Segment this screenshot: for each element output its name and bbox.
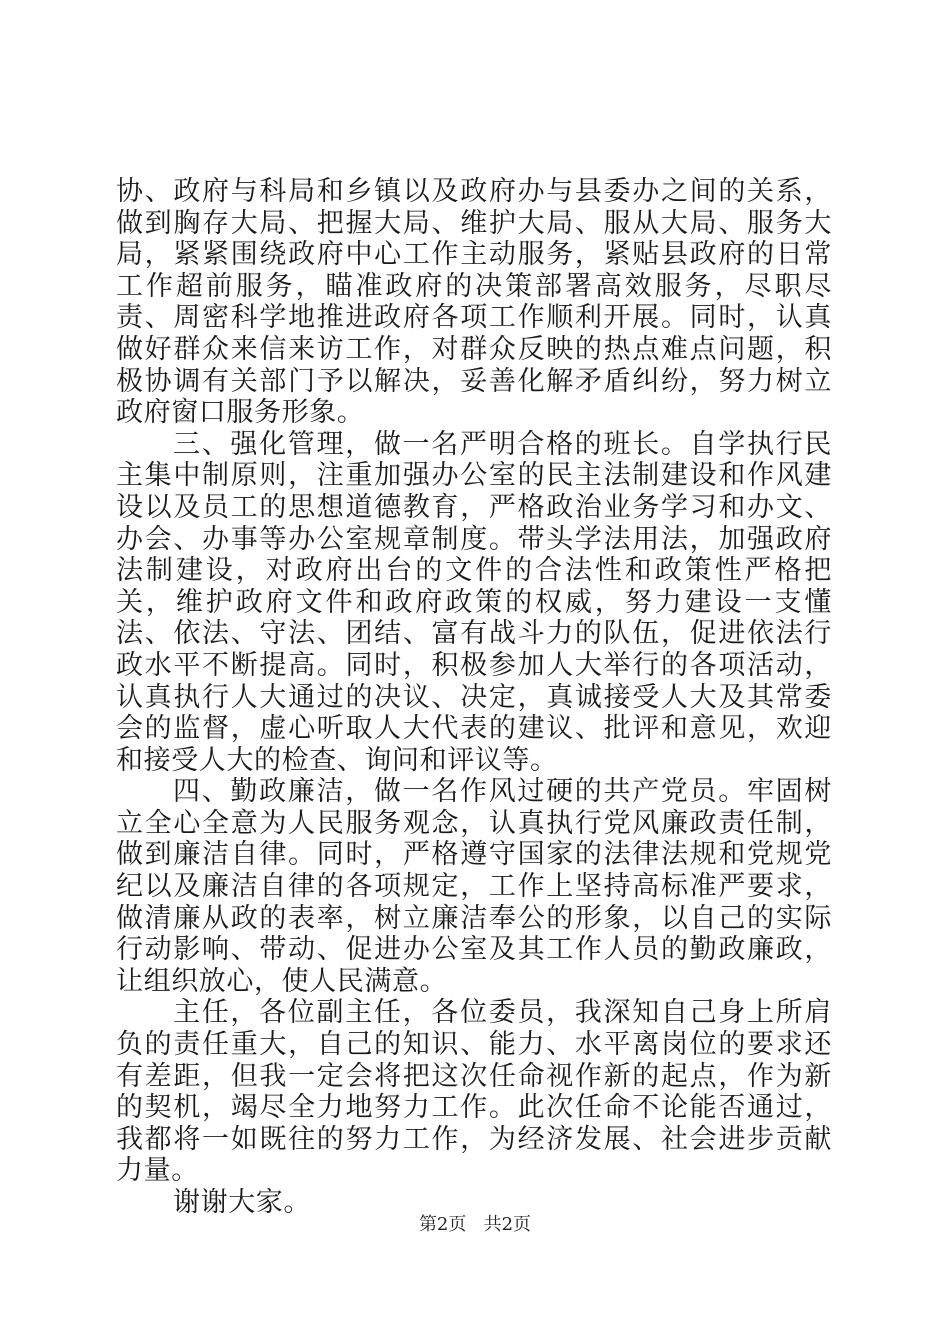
paragraph-section-four: 四、勤政廉洁，做一名作风过硬的共产党员。牢固树立全心全意为人民服务观念，认真执行党风廉政责任制，做到廉洁自律。同时，严格遵守国家的法律法规和党规党纪以及廉洁自律的各项规定，工作上坚持高标准严要求，做清廉从政的表率，树立廉洁奉公的形象，以自己的实际行动影响、带动、促进办公室及其工作人员的勤政廉政，让组织放心，使人民满意。 <box>116 776 832 997</box>
paragraph-closing: 主任，各位副主任，各位委员，我深知自己身上所肩负的责任重大，自己的知识、能力、水平离岗位的要求还有差距，但我一定会将把这次任命视作新的起点，作为新的契机，竭尽全力地努力工作。此次任命不论能否通过，我都将一如既往的努力工作，为经济发展、社会进步贡献力量。 <box>116 997 832 1187</box>
page-footer <box>0 1214 950 1236</box>
paragraph-section-three: 三、强化管理，做一名严明合格的班长。自学执行民主集中制原则，注重加强办公室的民主法制建设和作风建设以及员工的思想道德教育，严格政治业务学习和办文、办会、办事等办公室规章制度。带头学法用法，加强政府法制建设，对政府出台的文件的合法性和政策性严格把关，维护政府文件和政府政策的权威，努力建设一支懂法、依法、守法、团结、富有战斗力的队伍，促进依法行政水平不断提高。同时，积极参加人大举行的各项活动，认真执行人大通过的决议、决定，真诚接受人大及其常委会的监督，虚心听取人大代表的建议、批评和意见，欢迎和接受人大的检查、询问和评议等。 <box>116 428 832 776</box>
paragraph-thanks: 谢谢大家。 <box>173 1187 311 1218</box>
page-total-label: 共2页 <box>483 1214 532 1235</box>
page-number-label: 第2页 <box>418 1214 467 1235</box>
paragraph-continuation: 协、政府与科局和乡镇以及政府办与县委办之间的关系，做到胸存大局、把握大局、维护大局、服从大局、服务大局，紧紧围绕政府中心工作主动服务，紧贴县政府的日常工作超前服务，瞄准政府的决策部署高效服务，尽职尽责、周密科学地推进政府各项工作顺利开展。同时，认真做好群众来信来访工作，对群众反映的热点难点问题，积极协调有关部门予以解决，妥善化解矛盾纠纷，努力树立政府窗口服务形象。 <box>116 176 832 429</box>
document-body <box>116 176 832 1219</box>
footer-spacer <box>472 1214 478 1235</box>
